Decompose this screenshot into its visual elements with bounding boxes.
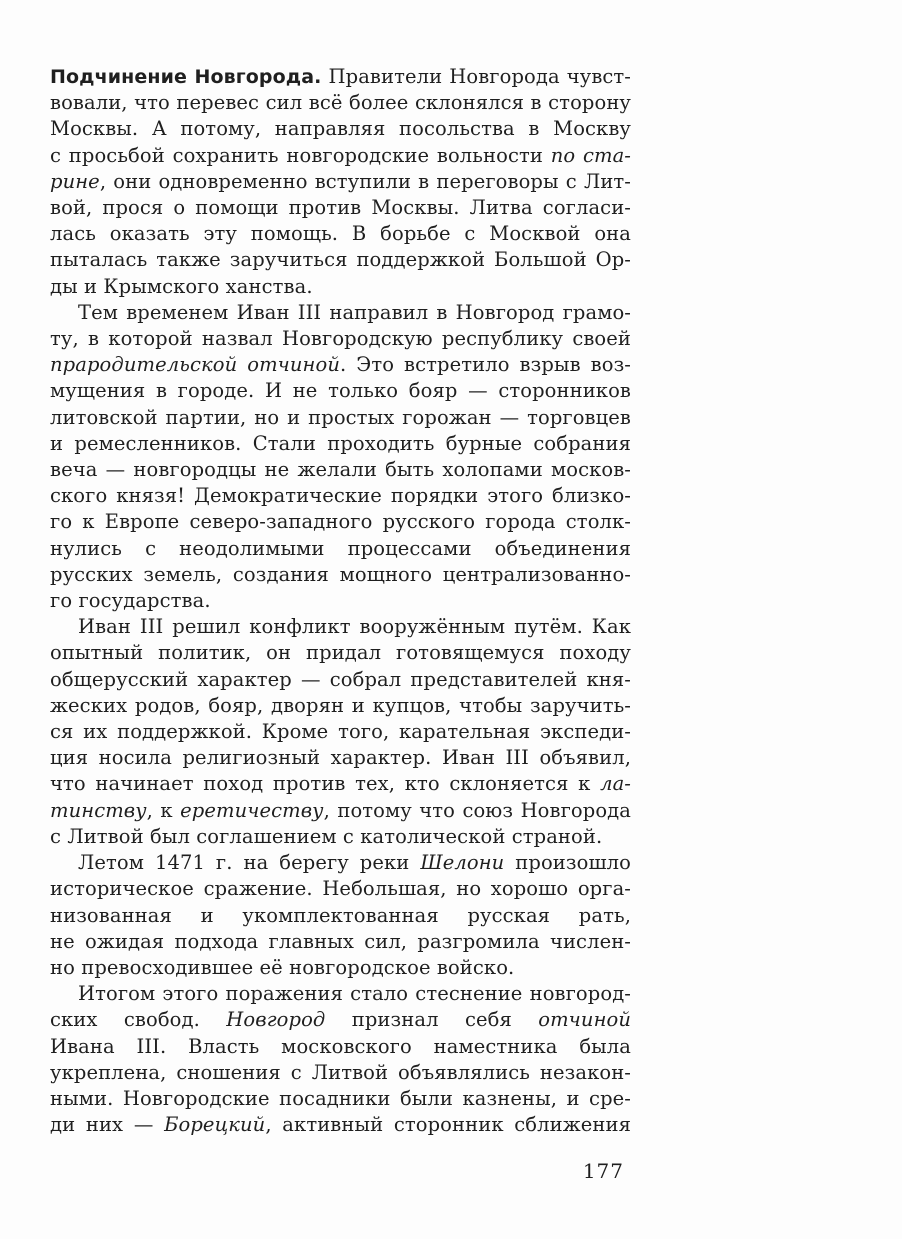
italic-term: еретичеству: [180, 798, 324, 822]
text-line: [50, 614, 631, 640]
text-run: Тем временем Иван III направил в Новгород грамо-: [78, 300, 631, 324]
text-line: [50, 1060, 631, 1086]
paragraph: [50, 614, 631, 850]
text-line: [50, 431, 631, 457]
text-line: [50, 483, 631, 509]
text-line: [50, 221, 631, 247]
text-run: историческое сражение. Небольшая, но хорошо орга-: [50, 877, 631, 901]
text-run: , они одновременно вступили в переговоры с Лит-: [99, 169, 631, 193]
text-run: ди них —: [50, 1113, 165, 1137]
text-run: го к Европе северо-западного русского города столк-: [50, 510, 631, 534]
run-in-heading: Подчинение Новгорода.: [50, 66, 322, 88]
italic-term: тинству: [50, 798, 147, 822]
text-run: низованная и укомплектованная русская рать,: [50, 903, 631, 927]
text-line: [50, 1034, 631, 1060]
text-run: ды и Крымского ханства.: [50, 274, 313, 298]
text-run: вой, прося о помощи против Москвы. Литва согласи-: [50, 196, 631, 220]
text-run: ских свобод.: [50, 1008, 227, 1032]
text-line: [50, 876, 631, 902]
text-line: [50, 405, 631, 431]
text-run: русских земель, создания мощного централизованно-: [50, 562, 631, 586]
paragraph: [50, 300, 631, 614]
text-line: [50, 1086, 631, 1112]
text-line: [50, 116, 631, 142]
text-line: [50, 1007, 631, 1033]
text-line: [50, 745, 631, 771]
text-line: [50, 640, 631, 666]
text-run: , активный сторонник сближения: [265, 1113, 631, 1137]
italic-term: отчиной: [538, 1008, 632, 1032]
text-run: ского князя! Демократические порядки этого близко-: [50, 484, 631, 508]
text-run: не ожидая подхода главных сил, разгромила числен-: [50, 929, 631, 953]
text-line: [50, 90, 631, 116]
paragraph: [50, 64, 631, 300]
paragraph: [50, 850, 631, 981]
text-line: [50, 169, 631, 195]
text-run: жеских родов, бояр, дворян и купцов, чтобы заручить-: [50, 693, 631, 717]
page-number: 177: [582, 1159, 624, 1183]
text-run: Иван III решил конфликт вооружённым путём. Как: [78, 615, 631, 639]
italic-term: рине: [50, 169, 100, 193]
text-line: [50, 850, 631, 876]
text-run: Москвы. А потому, направляя посольства в Москву: [50, 117, 631, 141]
text-line: [50, 719, 631, 745]
text-run: признал себя: [325, 1008, 539, 1032]
text-line: [50, 64, 631, 90]
text-run: ными. Новгородские посадники были казнены, и сре-: [50, 1086, 631, 1110]
text-run: общерусский характер — собрал представителей кня-: [50, 667, 631, 691]
text-line: [50, 824, 631, 850]
text-column: [50, 64, 631, 1138]
paragraph: [50, 981, 631, 1138]
text-line: [50, 195, 631, 221]
text-run: Итогом этого поражения стало стеснение новгород-: [78, 982, 631, 1006]
text-run: литовской партии, но и простых горожан — торговцев: [50, 405, 631, 429]
text-run: пыталась также заручиться поддержкой Большой Ор-: [50, 248, 631, 272]
text-run: Ивана III. Власть московского наместника была: [50, 1034, 631, 1058]
text-line: [50, 1112, 631, 1138]
text-line: [50, 509, 631, 535]
text-line: [50, 693, 631, 719]
text-run: и ремесленников. Стали проходить бурные собрания: [50, 431, 631, 455]
text-line: [50, 929, 631, 955]
text-run: , потому что союз Новгорода: [323, 798, 631, 822]
text-line: [50, 457, 631, 483]
text-run: лась оказать эту помощь. В борьбе с Москвой она: [50, 222, 631, 246]
text-run: нулись с неодолимыми процессами объединения: [50, 536, 631, 560]
text-line: [50, 247, 631, 273]
text-run: Правители Новгорода чувст-: [321, 65, 631, 88]
text-run: Летом 1471 г. на берегу реки: [78, 851, 421, 875]
text-run: с просьбой сохранить новгородские вольности: [50, 143, 551, 167]
italic-term: ла-: [600, 772, 631, 796]
text-run: ция носила религиозный характер. Иван III объявил,: [50, 746, 631, 770]
text-line: [50, 326, 631, 352]
text-line: [50, 300, 631, 326]
italic-term: Новгород: [226, 1008, 326, 1032]
italic-term: Борецкий: [164, 1113, 266, 1137]
text-line: [50, 798, 631, 824]
text-line: [50, 352, 631, 378]
text-run: произошло: [504, 851, 632, 875]
text-run: но превосходившее её новгородское войско.: [50, 955, 515, 979]
text-run: ся их поддержкой. Кроме того, карательная экспеди-: [50, 720, 631, 744]
text-line: [50, 955, 631, 981]
text-run: ту, в которой назвал Новгородскую республику своей: [50, 327, 631, 351]
text-line: [50, 771, 631, 797]
text-run: веча — новгородцы не желали быть холопами москов-: [50, 458, 631, 482]
text-run: . Это встретило взрыв воз-: [340, 353, 631, 377]
text-line: [50, 562, 631, 588]
text-line: [50, 536, 631, 562]
text-run: опытный политик, он придал готовящемуся походу: [50, 641, 631, 665]
italic-term: по ста-: [550, 143, 631, 167]
text-line: [50, 274, 631, 300]
text-line: [50, 903, 631, 929]
text-run: что начинает поход против тех, кто склоняется к: [50, 772, 601, 796]
text-line: [50, 588, 631, 614]
text-line: [50, 981, 631, 1007]
text-run: укреплена, сношения с Литвой объявлялись незакон-: [50, 1060, 631, 1084]
italic-term: Шелони: [420, 851, 505, 875]
text-run: вовали, что перевес сил всё более склонялся в сторону: [50, 91, 631, 115]
text-run: мущения в городе. И не только бояр — сторонников: [50, 379, 631, 403]
text-run: с Литвой был соглашением с католической страной.: [50, 824, 603, 848]
text-line: [50, 143, 631, 169]
text-line: [50, 667, 631, 693]
text-line: [50, 378, 631, 404]
italic-term: прародительской отчиной: [50, 353, 340, 377]
text-run: го государства.: [50, 589, 211, 613]
text-run: , к: [146, 798, 181, 822]
